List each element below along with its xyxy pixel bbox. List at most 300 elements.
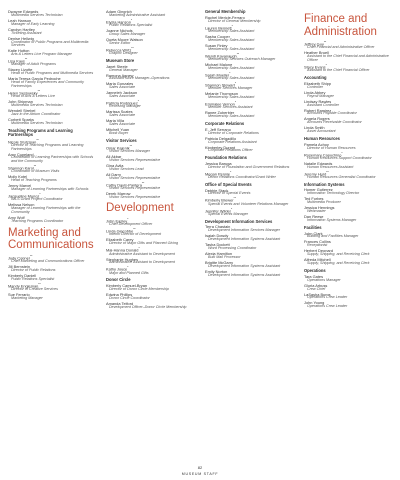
staff-entry bbox=[205, 53, 295, 62]
staff-name-text: Mitchell Yuan bbox=[106, 127, 130, 133]
staff-name-text: Judy Conner bbox=[8, 255, 31, 261]
staff-role: Development Information Systems Assistant bbox=[208, 237, 281, 242]
staff-role: Development Information Systems Assistant bbox=[208, 272, 281, 277]
staff-role: Membership Sales Assistant bbox=[208, 37, 255, 42]
staff-role: Coordinator of Museum Visits bbox=[11, 169, 60, 174]
staff-entry bbox=[304, 117, 396, 125]
staff-entry bbox=[304, 109, 396, 117]
staff-entry bbox=[106, 266, 196, 275]
staff-role: Membership Sales Assistant bbox=[208, 76, 255, 81]
staff-role: Human Resources Assistant bbox=[307, 164, 354, 169]
staff-name-text: Ramona Agnew bbox=[106, 72, 134, 78]
staff-name-text: Stacey Lizotte bbox=[8, 67, 33, 73]
staff-role: Visitor Services Manager bbox=[109, 148, 150, 153]
staff-entry bbox=[106, 145, 196, 154]
staff-name-text: Ali Akbar bbox=[106, 153, 122, 159]
staff-role: Sales Associate bbox=[109, 85, 136, 90]
tenure-mark: * bbox=[127, 217, 129, 222]
staff-name-text: Janneleh Jackson bbox=[106, 90, 138, 96]
staff-entry bbox=[8, 175, 98, 183]
staff-name-text: Emily Norton bbox=[205, 268, 228, 274]
staff-name-text: E. Jeff Serrano bbox=[205, 126, 231, 132]
staff-entry bbox=[106, 65, 196, 73]
staff-name-text: Stacy Evans bbox=[304, 64, 326, 70]
section-heading: Human Resources bbox=[304, 135, 340, 141]
staff-role: Corporate Relations Assistant bbox=[208, 139, 257, 144]
staff-role: Membership Sales Assistant bbox=[208, 95, 255, 100]
staff-role: Book Buyer bbox=[109, 131, 129, 136]
staff-entry bbox=[8, 203, 98, 214]
staff-role: Accounts Receivable Coordinator bbox=[307, 120, 362, 125]
staff-entry bbox=[106, 155, 196, 163]
staff-entry bbox=[304, 82, 396, 90]
staff-role: Development Information Services Manager bbox=[208, 228, 280, 233]
section-heading: Foundation Relations bbox=[205, 155, 247, 161]
staff-role: General Manager bbox=[109, 67, 138, 72]
staff-entry bbox=[106, 74, 196, 82]
staff-name-text: Jill Bernstein bbox=[8, 264, 31, 270]
section-heading: Office of Special Events bbox=[205, 181, 252, 187]
running-footer: MUSEUM STAFF bbox=[181, 472, 219, 476]
staff-name-text: Katie Hutton bbox=[8, 48, 30, 54]
staff-role: Supply, Shipping, and Receiving Clerk bbox=[307, 252, 370, 257]
staff-name-text: Linda Giacobbe bbox=[106, 228, 134, 234]
staff-name-text: Mai-Hanna Donald bbox=[106, 247, 139, 253]
staff-entry bbox=[106, 38, 196, 46]
tenure-mark: ** bbox=[133, 227, 136, 232]
staff-entry bbox=[304, 188, 396, 196]
tenure-mark: * bbox=[127, 265, 129, 270]
staff-name-text: Jeffrey Guy bbox=[304, 41, 324, 47]
staff-name-text: Linda Smith bbox=[304, 125, 325, 131]
page-number: 82 bbox=[197, 465, 203, 470]
staff-entry bbox=[106, 182, 196, 191]
staff-role: Assistant Store Manager–Operations bbox=[109, 76, 170, 81]
staff-role: Coordinator of Public Programs and Multimedia Services bbox=[11, 39, 89, 48]
staff-entry bbox=[8, 49, 98, 57]
section-heading: Information Systems bbox=[304, 181, 345, 187]
staff-name-text: Rosemary Capuchino bbox=[304, 151, 342, 157]
staff-name-text: Amy Copeland bbox=[8, 151, 34, 157]
tenure-mark: ** bbox=[236, 51, 240, 56]
staff-name-text: Jessica Baruga bbox=[205, 160, 232, 166]
staff-role: Teaching Programs Coordinator bbox=[11, 218, 64, 223]
staff-name-text: Sarah Mueller bbox=[205, 72, 230, 78]
staff-entry bbox=[304, 206, 396, 214]
staff-role: Manager of Learning Partnerships with Schools bbox=[11, 187, 89, 192]
staff-role: Assistant to the Chief Financial Officer bbox=[307, 68, 370, 73]
staff-entry bbox=[205, 225, 295, 233]
staff-role: Arts & Letters Live Program Manager bbox=[11, 52, 72, 57]
staff-name-text: Linda Abbey bbox=[304, 89, 326, 95]
staff-name-text: Helen Seslowsky bbox=[8, 90, 38, 96]
staff-name-text: Shannon Karol bbox=[8, 165, 34, 171]
staff-entry bbox=[205, 137, 295, 145]
staff-entry bbox=[205, 189, 295, 197]
staff-name-text: Kimberly Daniell bbox=[8, 273, 37, 279]
staff-entry bbox=[205, 35, 295, 43]
staff-entry bbox=[304, 197, 396, 205]
staff-entry bbox=[205, 63, 295, 71]
staff-role: Public Relations Specialist bbox=[11, 276, 55, 281]
staff-entry bbox=[106, 29, 196, 37]
staff-name-text: Angela Rogers bbox=[304, 116, 330, 122]
staff-entry bbox=[8, 68, 98, 76]
staff-entry bbox=[304, 275, 396, 283]
staff-entry bbox=[106, 10, 196, 18]
staff-role: Controller bbox=[307, 84, 323, 89]
staff-role: Public Relations Specialist bbox=[109, 23, 153, 28]
staff-entry bbox=[304, 126, 396, 134]
staff-name-text: John Young bbox=[304, 300, 325, 306]
staff-name-text: Maria Teresa Garcia Pedroche bbox=[8, 76, 61, 82]
staff-role: Assistant to the Chief Financial and Administrative Officer bbox=[307, 54, 389, 63]
section-heading: Visitor Services bbox=[106, 137, 137, 143]
staff-entry bbox=[8, 58, 98, 67]
tenure-mark: ** bbox=[37, 88, 40, 93]
staff-name-text: Sasha Cooper bbox=[205, 33, 230, 39]
staff-role: Asset Accountant bbox=[307, 129, 336, 134]
staff-role: Head of Public Programs and Multimedia Services bbox=[11, 71, 94, 76]
staff-entry bbox=[106, 91, 196, 99]
staff-name-text: Tara Gates bbox=[304, 273, 324, 279]
staff-entry bbox=[106, 247, 196, 256]
staff-entry bbox=[106, 228, 196, 237]
staff-name-text: LaSasha Burns bbox=[304, 291, 331, 297]
section-heading: Donor Circle bbox=[106, 277, 131, 283]
staff-entry bbox=[8, 19, 98, 27]
staff-name-text: Brigitte McGarry bbox=[205, 260, 234, 266]
staff-entry bbox=[106, 47, 196, 56]
staff-name-text: Ted Forbes bbox=[304, 196, 324, 202]
staff-name-text: Jacqueline Munoz bbox=[8, 193, 40, 199]
staff-role: Group Sales Manager bbox=[109, 32, 146, 37]
staff-name-text: Adam Gingrich bbox=[106, 9, 132, 14]
staff-role: Director of Major Gifts and Planned Giving bbox=[109, 241, 179, 246]
staff-entry bbox=[304, 41, 396, 50]
staff-name-text: Mandy Engleman bbox=[8, 283, 39, 289]
staff-name-text: Jeremy Hurd bbox=[304, 171, 327, 177]
staff-name-text: Susan Finley bbox=[205, 42, 228, 48]
staff-name-text: Jenny Marvel bbox=[8, 183, 32, 189]
staff-entry bbox=[205, 72, 295, 81]
staff-name-text: Wendell Strebel bbox=[8, 108, 36, 114]
staff-entry bbox=[304, 91, 396, 99]
staff-name-text: Frances Collins bbox=[304, 239, 331, 245]
staff-name-text: Jessica Hennings bbox=[304, 205, 335, 211]
staff-role: Visitor Services Representative bbox=[109, 157, 161, 162]
staff-entry bbox=[205, 92, 295, 100]
staff-role: Multimedia Services Technician bbox=[11, 103, 63, 108]
staff-role: Special Events and Volunteer Relations Manager bbox=[208, 201, 289, 206]
staff-role: Multimedia Services Technician bbox=[11, 12, 63, 17]
staff-name-text: Joanne Nichols bbox=[106, 28, 133, 34]
staff-role: Donor Relations Coordinator/Grant Writer bbox=[208, 175, 276, 180]
tenure-mark: * bbox=[39, 192, 41, 197]
staff-entry bbox=[106, 284, 196, 292]
staff-role: Director of General Membership bbox=[208, 18, 261, 23]
staff-name-text: John Shipman bbox=[8, 99, 33, 105]
staff-entry bbox=[205, 82, 295, 91]
staff-entry bbox=[106, 218, 196, 227]
tenure-mark: ** bbox=[24, 57, 28, 62]
staff-role: Director of Special Events bbox=[208, 191, 251, 196]
staff-entry bbox=[304, 64, 396, 73]
staff-role: Membership Services Outreach Manager bbox=[208, 56, 276, 61]
staff-entry bbox=[8, 139, 98, 152]
staff-entry bbox=[205, 16, 295, 24]
staff-entry bbox=[205, 44, 295, 52]
staff-role: Membership Sales Assistant bbox=[208, 114, 255, 119]
staff-name-text: Alexia Hamilton bbox=[205, 251, 233, 257]
staff-entry bbox=[205, 243, 295, 251]
staff-role: Supply, Shipping, and Receiving Clerk bbox=[307, 261, 370, 266]
staff-name-text: Dan Reese bbox=[304, 214, 324, 220]
staff-role: Operations Crew Leader bbox=[307, 295, 348, 300]
staff-role: Development Information Systems Assistant bbox=[208, 263, 281, 268]
staff-name-text: Emmalee Vernon bbox=[205, 101, 235, 107]
section-heading: Facilities bbox=[304, 224, 322, 230]
staff-column-4 bbox=[304, 10, 396, 310]
staff-name-text: Kimberly Camuel-Bryan bbox=[106, 283, 148, 289]
staff-role: Membership Sales Assistant bbox=[208, 46, 255, 51]
staff-name-text: Pamela Achoy bbox=[304, 141, 329, 147]
staff-role: Member Services Manager bbox=[208, 86, 253, 91]
staff-role: Special Events Manager bbox=[208, 211, 248, 216]
section-heading: Teaching Programs and Learning Partnerships bbox=[8, 127, 73, 137]
staff-name-text: Shannon Stewart bbox=[205, 82, 235, 88]
staff-role: Operations Crew Leader bbox=[307, 304, 348, 309]
staff-role: Director of Donor Circle Membership bbox=[109, 287, 169, 292]
staff-role: Head of Teaching Programs bbox=[11, 178, 57, 183]
staff-name-text: Melissa Nelson bbox=[8, 202, 35, 208]
staff-name-text: Sue Ferrario bbox=[8, 292, 30, 298]
staff-entry bbox=[304, 51, 396, 62]
staff-name-text: Ranee Zuberbier bbox=[205, 110, 235, 116]
tenure-mark: * bbox=[230, 206, 233, 211]
staff-name-text: Leah Hanson bbox=[8, 17, 32, 23]
staff-name-text: Kimberley Durant bbox=[205, 144, 236, 150]
staff-name-text: Heather Bruell bbox=[304, 50, 329, 56]
staff-role: Human Resources Generalist Coordinator bbox=[307, 174, 376, 179]
staff-role: Director of Foundation and Government Relations bbox=[208, 164, 290, 169]
staff-name-text: Homer Gutierrez bbox=[304, 187, 333, 193]
staff-name-text: Herbert Deonard bbox=[304, 248, 333, 254]
staff-entry bbox=[205, 101, 295, 110]
staff-entry bbox=[8, 184, 98, 192]
staff-entry bbox=[8, 37, 98, 48]
staff-column-2 bbox=[106, 10, 196, 311]
staff-role: Director of Corporate Relations bbox=[208, 130, 259, 135]
staff-role: Multimedia Services Technician bbox=[11, 120, 63, 125]
staff-name-text: Corbett Sparks bbox=[8, 116, 34, 122]
section-heading: Museum Store bbox=[106, 57, 135, 63]
staff-role: Marketing Administrative Assistant bbox=[109, 12, 166, 17]
staff-entry bbox=[304, 152, 396, 161]
staff-role: Manager of Early Learning bbox=[11, 21, 55, 26]
staff-entry bbox=[106, 110, 196, 118]
staff-role: Jazz in the Atrium Coordinator bbox=[11, 111, 61, 116]
staff-entry bbox=[205, 162, 295, 170]
staff-role: Director of Creative Services bbox=[11, 287, 58, 292]
staff-role: Human Resources Support Coordinator bbox=[307, 155, 372, 160]
staff-role: Chief Development Officer bbox=[109, 222, 153, 227]
tenure-mark: * bbox=[234, 100, 237, 105]
staff-name-text: Isaiah Dowdy bbox=[205, 233, 229, 239]
staff-entry bbox=[106, 302, 196, 310]
tenure-mark: * bbox=[137, 99, 139, 104]
staff-entry bbox=[205, 252, 295, 260]
staff-entry bbox=[205, 171, 295, 180]
staff-entry bbox=[8, 90, 98, 99]
staff-role: Graphic Designer bbox=[109, 51, 138, 56]
staff-name-text: Patricia Rodriguez bbox=[106, 100, 138, 106]
staff-name-text: Patricia Delgadillo bbox=[205, 135, 237, 141]
staff-role: Visitor Services Lead bbox=[109, 166, 144, 171]
staff-name-text: Amy Wolf bbox=[8, 215, 25, 221]
staff-role: Chief Marketing and Communications Officer bbox=[11, 259, 85, 264]
staff-role: Sales Associate bbox=[109, 122, 136, 127]
staff-entry bbox=[8, 100, 98, 108]
staff-name-text: Tasha Dockett bbox=[205, 242, 230, 248]
staff-name-text: Marissa Scates bbox=[106, 109, 133, 115]
staff-name-text: Nicole Stutzman bbox=[8, 138, 37, 144]
department-heading: Development bbox=[106, 202, 174, 215]
tenure-mark: ** bbox=[33, 164, 37, 169]
tenure-mark: ** bbox=[141, 180, 145, 185]
staff-role: Building and Facilities Manager bbox=[307, 234, 359, 239]
staff-name-text: Dwayne Edwards bbox=[8, 9, 39, 14]
department-heading: Finance and Administration bbox=[304, 13, 377, 38]
staff-role: Director of Public Relations bbox=[11, 268, 56, 273]
staff-entry bbox=[8, 77, 98, 88]
section-heading: Corporate Relations bbox=[205, 120, 245, 126]
staff-role: Major and Planned Gifts bbox=[109, 270, 149, 275]
staff-entry bbox=[8, 255, 98, 264]
staff-entry bbox=[304, 249, 396, 257]
staff-entry bbox=[304, 215, 396, 223]
staff-role: Sales Associate bbox=[109, 113, 136, 118]
staff-name-text: Carolyn Hartley bbox=[8, 26, 35, 32]
staff-role: Receptionist bbox=[307, 243, 328, 248]
staff-entry bbox=[205, 261, 295, 269]
staff-role: Ticketing Assistant bbox=[11, 30, 42, 35]
staff-role: Corporate Relations Officer bbox=[208, 148, 253, 153]
staff-role: Multimedia Producer bbox=[307, 200, 341, 205]
staff-name-text: Stephanie Hughes bbox=[106, 256, 139, 262]
staff-role: Accounts Payable Coordinator bbox=[307, 111, 357, 116]
staff-role: Administrative Assistant to Development bbox=[109, 260, 175, 265]
tenure-mark: * bbox=[138, 246, 140, 251]
staff-role: Interim Director of Development bbox=[109, 232, 162, 237]
staff-role: Donor Circle Coordinator bbox=[109, 295, 150, 300]
tenure-mark: * bbox=[230, 169, 232, 174]
tenure-mark: ** bbox=[131, 45, 134, 50]
staff-role: Development Officer–Donor Circle Membership bbox=[109, 304, 187, 309]
staff-role: IMLS Grant Project Coordinator bbox=[11, 197, 63, 202]
staff-role: Webmaster bbox=[307, 209, 326, 214]
staff-entry bbox=[106, 173, 196, 181]
staff-name-text: Jennifer Wilder bbox=[205, 207, 231, 213]
staff-role: Director of Teaching Programs and Learning Partnerships bbox=[11, 142, 84, 151]
staff-name-text: Ali Darry bbox=[106, 171, 121, 177]
staff-role: Director of Human Resources bbox=[307, 145, 356, 150]
staff-role: Sales Associate bbox=[109, 94, 136, 99]
staff-name-text: Queta Moore Watson bbox=[106, 37, 143, 43]
staff-name-text: Megan Pennie bbox=[205, 171, 231, 177]
staff-entry bbox=[8, 216, 98, 224]
staff-role: Senior Editor bbox=[109, 40, 131, 45]
staff-name-text: Debbie Stack bbox=[205, 187, 229, 193]
staff-entry bbox=[205, 208, 295, 217]
staff-role: Visitor Services Representative bbox=[109, 194, 161, 199]
staff-entry bbox=[8, 265, 98, 273]
staff-name-text: Natalie Edwards bbox=[304, 160, 333, 166]
staff-role: Membership Sales Assistant bbox=[208, 65, 255, 70]
staff-name-text: Wendi Kavanaugh bbox=[205, 53, 237, 59]
staff-entry bbox=[106, 258, 196, 266]
staff-role: Head of Family Experiences and Community Partnerships bbox=[11, 80, 84, 88]
staff-name-text: Lisa Kays bbox=[8, 58, 25, 64]
staff-entry bbox=[304, 240, 396, 248]
staff-entry bbox=[304, 232, 396, 240]
staff-entry bbox=[205, 25, 295, 34]
staff-name-text: Rachel Mericle-Ferraro bbox=[205, 14, 245, 20]
staff-entry bbox=[106, 293, 196, 301]
staff-name-text: Elizabeth Carey bbox=[106, 237, 134, 243]
staff-entry bbox=[106, 100, 196, 109]
staff-entry bbox=[106, 238, 196, 246]
staff-name-text: Cathy Davis-Pantera bbox=[106, 181, 142, 187]
staff-name-text: Melanie Thompson bbox=[205, 91, 239, 97]
staff-role: Chief Financial and Administrative Officer bbox=[307, 45, 375, 50]
staff-entry bbox=[205, 234, 295, 242]
staff-role: Bulk Mail Processor bbox=[208, 255, 241, 260]
staff-entry bbox=[8, 28, 98, 36]
tenure-mark: ** bbox=[36, 137, 39, 142]
staff-role: Information Technology Director bbox=[307, 191, 360, 196]
staff-name-text: Amanda Telford bbox=[106, 300, 134, 306]
staff-role: Operations Manager bbox=[307, 277, 341, 282]
staff-entry bbox=[304, 301, 396, 309]
staff-name-text: Lauren Bennett bbox=[205, 25, 232, 30]
staff-column-3 bbox=[205, 10, 295, 279]
staff-role: Manager of Adult Programs bbox=[11, 62, 56, 67]
staff-name-text: Janet Steele bbox=[106, 63, 128, 69]
staff-name-text: John Easley bbox=[106, 218, 128, 224]
staff-entry bbox=[8, 193, 98, 202]
staff-entry bbox=[304, 284, 396, 292]
staff-name-text: Robert Ramirez bbox=[304, 107, 332, 113]
staff-entry bbox=[205, 111, 295, 119]
staff-name-text: Maria Villa bbox=[106, 118, 125, 124]
section-heading: Accounting bbox=[304, 75, 327, 80]
staff-name-text: Terra Chastain bbox=[205, 224, 231, 230]
staff-name-text: Edwina Phillips bbox=[106, 292, 133, 298]
staff-name-text: John Clark bbox=[304, 230, 323, 236]
tenure-mark: ** bbox=[38, 281, 41, 286]
staff-name-text: Derek Marrow bbox=[106, 190, 131, 196]
staff-entry bbox=[106, 164, 196, 172]
staff-name-text: Kimberly Brewer bbox=[205, 197, 234, 203]
staff-entry bbox=[106, 119, 196, 127]
staff-entry bbox=[8, 165, 98, 174]
staff-entry bbox=[304, 171, 396, 180]
department-heading: Marketing and Communications bbox=[8, 226, 94, 252]
tenure-mark: * bbox=[341, 150, 343, 155]
tenure-mark: ** bbox=[129, 143, 132, 148]
tenure-mark: ** bbox=[30, 253, 33, 258]
